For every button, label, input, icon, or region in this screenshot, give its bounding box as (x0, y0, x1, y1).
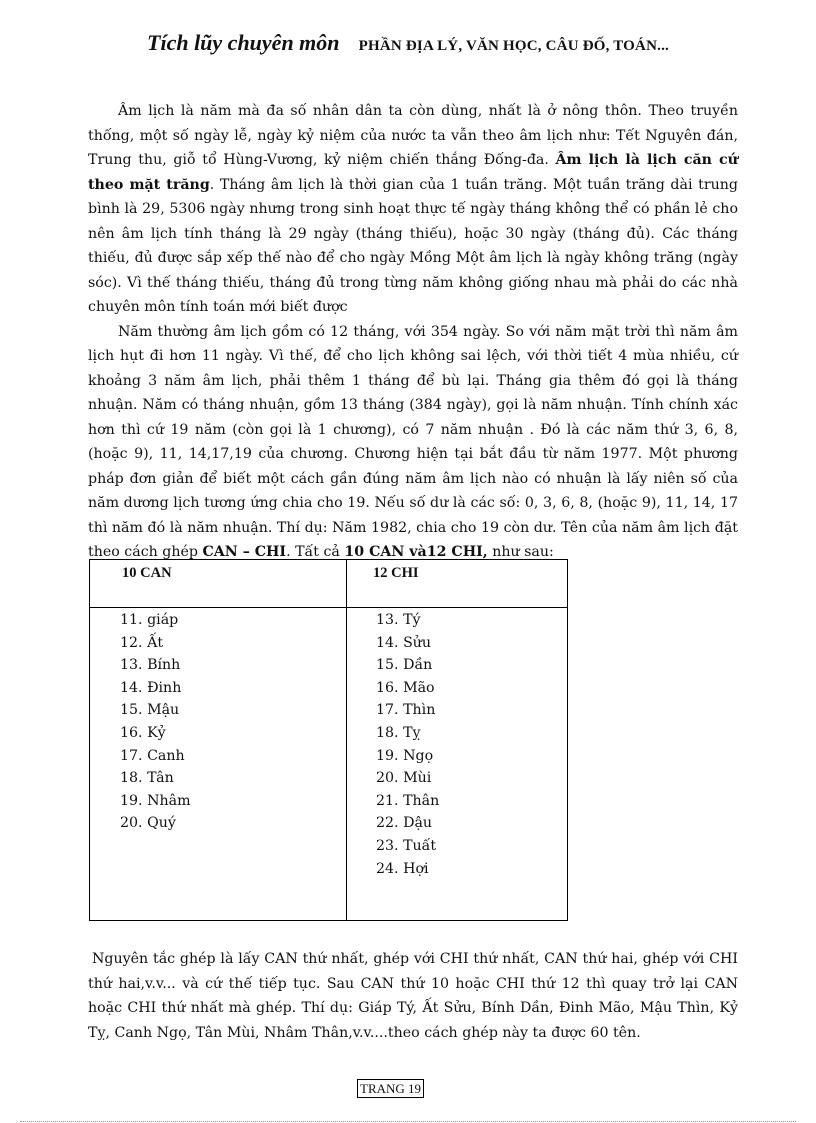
body-section-2 (88, 947, 738, 1045)
header-title: Tích lũy chuyên môn (147, 30, 340, 55)
chi-item: 24. Hợi (376, 860, 429, 877)
can-item: 18. Tân (120, 770, 174, 787)
can-item: 14. Đinh (120, 679, 182, 696)
can-chi-table (89, 559, 568, 921)
chi-column-header: 12 CHI (373, 565, 419, 581)
bold-text: Âm lịch là lịch căn cứ theo mặt trăng (88, 152, 738, 193)
paragraph (88, 947, 738, 1045)
chi-item: 15. Dần (376, 657, 433, 674)
can-item: 13. Bính (120, 657, 181, 674)
chi-list (376, 609, 439, 880)
text-run: Âm lịch là năm mà đa số nhân dân ta còn dùng, nhất là ở nông thôn. Theo truyền thống, một số ngày lễ, ngày kỷ niệm của nước ta vẫn theo âm lịch như: Tết Nguyên đán, Trung thu, giỗ tổ Hùng-Vương, kỷ niệm chiến thắng Đống-đa. (88, 103, 738, 168)
header-subtitle: PHẦN ĐỊA LÝ, VĂN HỌC, CÂU ĐỐ, TOÁN... (358, 38, 669, 54)
chi-item: 19. Ngọ (376, 747, 434, 764)
text-run: Nguyên tắc ghép là lấy CAN thứ nhất, ghép với CHI thứ nhất, CAN thứ hai, ghép với CHI thứ hai,v.v... và cứ thế tiếp tục. Sau CAN thứ 10 hoặc CHI thứ 12 thì quay trở lại CAN hoặc CHI thứ nhất mà ghép. Thí dụ: Giáp Tý, Ất Sửu, Bính Dần, Đinh Mão, Mậu Thìn, Kỷ Tỵ, Canh Ngọ, Tân Mùi, Nhâm Thân,v.v....theo cách ghép này ta được 60 tên. (88, 951, 738, 1041)
can-item: 17. Canh (120, 747, 185, 764)
page-number: TRANG 19 (357, 1079, 424, 1098)
text-run: như sau: (487, 544, 554, 560)
chi-item: 18. Tỵ (376, 724, 421, 741)
can-item: 19. Nhâm (120, 792, 191, 809)
chi-item: 22. Dậu (376, 815, 433, 832)
can-item: 16. Kỷ (120, 724, 166, 741)
page-header (0, 30, 816, 56)
can-list (120, 609, 191, 835)
can-column-header: 10 CAN (122, 565, 172, 581)
text-run: Năm thường âm lịch gồm có 12 tháng, với 354 ngày. So với năm mặt trời thì năm âm lịch hụt đi hơn 11 ngày. Vì thế, để cho lịch không sai lệch, với thời tiết 4 mùa nhiều, cứ khoảng 3 năm âm lịch, phải thêm 1 tháng để bù lại. Tháng gia thêm đó gọi là tháng nhuận. Năm có tháng nhuận, gồm 13 tháng (384 ngày), gọi là năm nhuận. Tính chính xác hơn thì cứ 19 năm (còn gọi là 1 chương), có 7 năm nhuận . Đó là các năm thứ 3, 6, 8, (hoặc 9), 11, 14,17,19 của chương. Chương hiện tại bắt đầu từ năm 1977. Một phương pháp đơn giản để biết một cách gần đúng năm âm lịch nào có nhuận là lấy niên số của năm dương lịch tương ứng chia cho 19. Nếu số dư là các số: 0, 3, 6, 8, (hoặc 9), 11, 14, 17 thì năm đó là năm nhuận. Thí dụ: Năm 1982, chia cho 19 còn dư. Tên của năm âm lịch đặt theo cách ghép (88, 323, 738, 560)
can-item: 12. Ất (120, 634, 164, 651)
table-column-divider (346, 560, 347, 920)
page-bottom-border (20, 1121, 796, 1122)
can-item: 20. Quý (120, 815, 176, 832)
chi-item: 21. Thân (376, 792, 440, 809)
paragraph (88, 320, 738, 565)
body-section-1 (88, 99, 738, 565)
can-item: 11. giáp (120, 612, 179, 628)
chi-item: 23. Tuất (376, 837, 437, 854)
table-header-divider (90, 607, 567, 608)
text-run: . Tất cả (286, 544, 345, 560)
chi-item: 13. Tý (376, 612, 421, 628)
chi-item: 20. Mùi (376, 770, 432, 787)
chi-item: 16. Mão (376, 679, 435, 696)
bold-text: CAN – CHI (202, 544, 287, 560)
chi-item: 17. Thìn (376, 702, 436, 719)
can-item: 15. Mậu (120, 702, 180, 719)
paragraph (88, 99, 738, 320)
chi-item: 14. Sửu (376, 634, 432, 651)
text-run: . Tháng âm lịch là thời gian của 1 tuần trăng. Một tuần trăng dài trung bình là 29, 5306 ngày nhưng trong sinh hoạt thực tế ngày tháng không thể có phần lẻ cho nên âm lịch tính tháng là 29 ngày (tháng thiếu), hoặc 30 ngày (tháng đủ). Các tháng thiếu, đủ được sắp xếp thế nào để cho ngày Mồng Một âm lịch là ngày không trăng (ngày sóc). Vì thế tháng thiếu, tháng đủ trong từng năm không giống nhau mà phải do các nhà chuyên môn tính toán mới biết được (88, 176, 739, 315)
bold-text: 10 CAN và12 CHI, (344, 544, 488, 560)
